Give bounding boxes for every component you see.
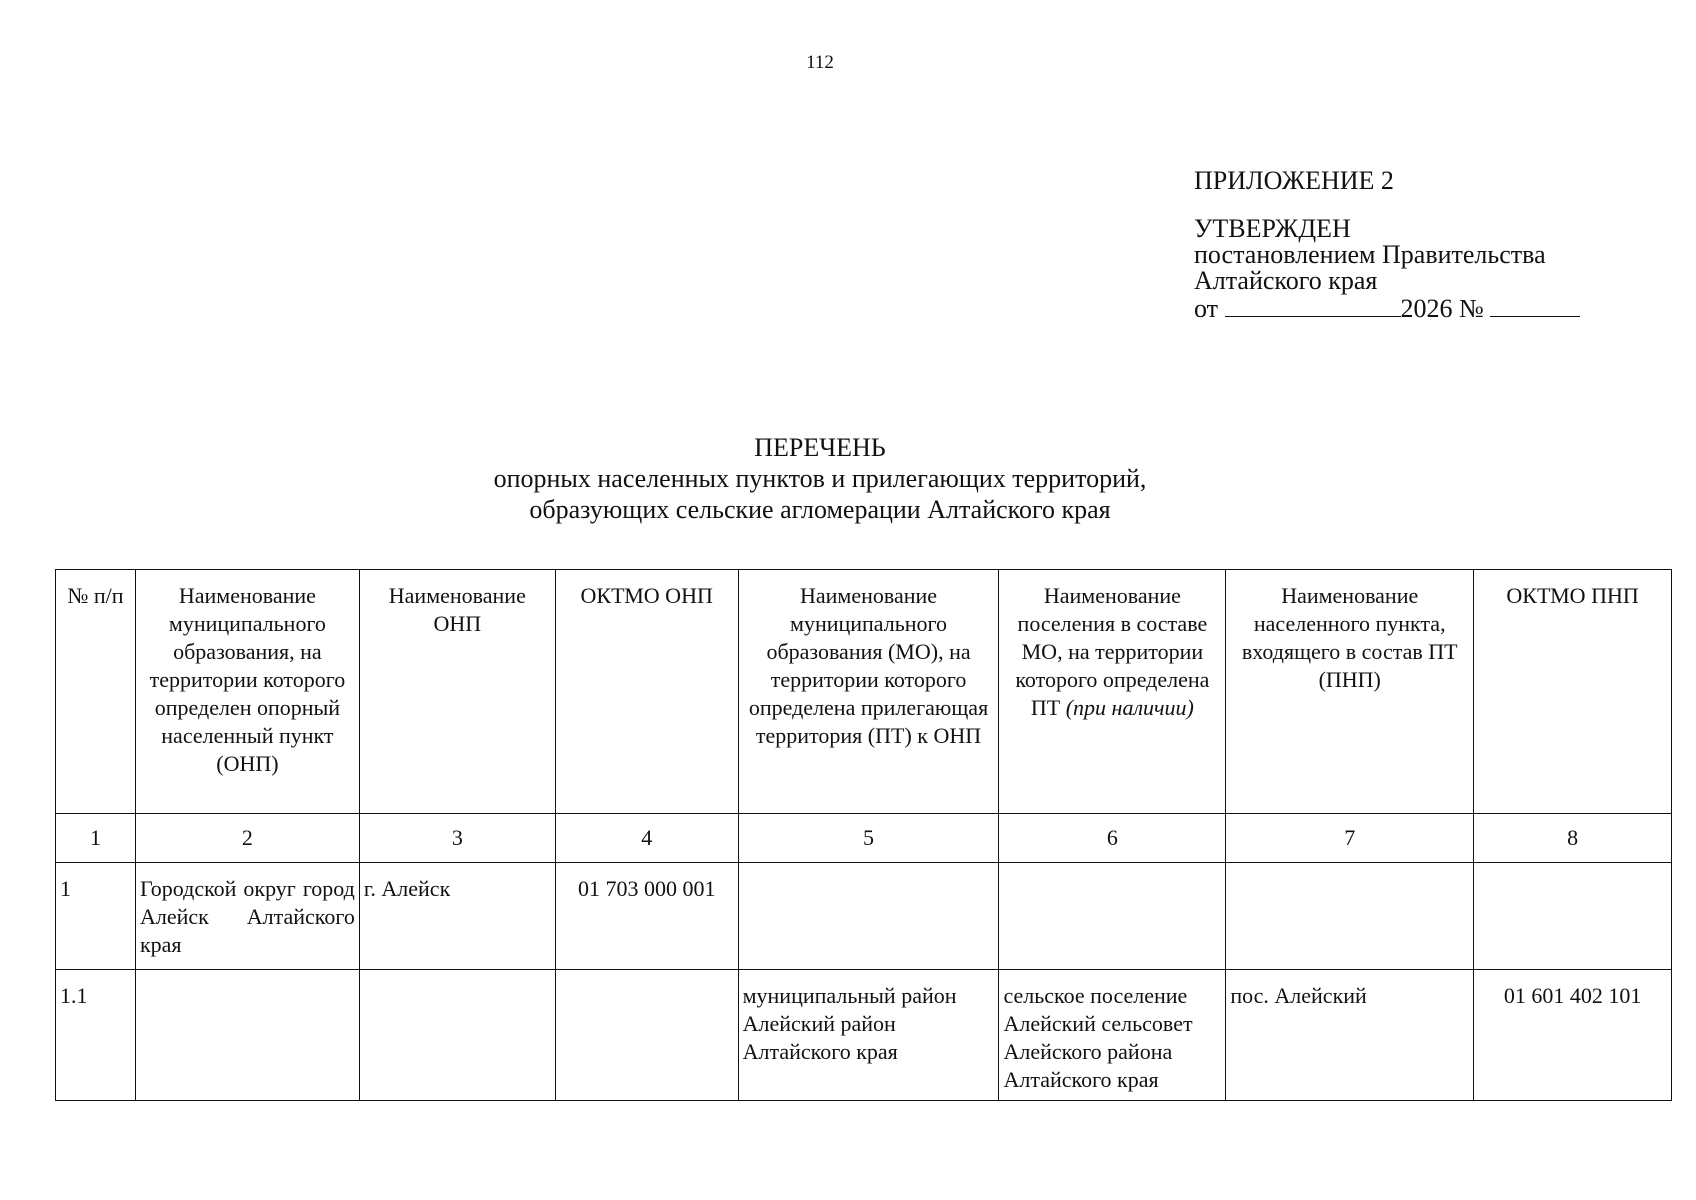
approved-by-line-2: Алтайского края <box>1194 266 1378 295</box>
date-prefix: от <box>1194 294 1219 323</box>
cell-mo-onp: Городской округ город Алейск Алтайского края <box>135 863 359 970</box>
column-number-row <box>56 814 1672 863</box>
appendix-label: ПРИЛОЖЕНИЕ 2 <box>1194 166 1394 195</box>
cell-mo-pt <box>738 863 999 970</box>
cell-onp: г. Алейск <box>359 863 555 970</box>
column-number: 5 <box>738 814 999 863</box>
header-pnp: Наименование населенного пункта, входящего в состав ПТ (ПНП) <box>1226 570 1474 814</box>
cell-onp <box>359 970 555 1101</box>
cell-pnp: пос. Алейский <box>1226 970 1474 1101</box>
heading-line-2: образующих сельские агломерации Алтайского края <box>529 495 1111 524</box>
heading-title: ПЕРЕЧЕНЬ <box>754 433 886 462</box>
column-number: 2 <box>135 814 359 863</box>
heading-line-1: опорных населенных пунктов и прилегающих территорий, <box>493 464 1147 493</box>
page-number: 112 <box>806 52 834 73</box>
table-row <box>56 970 1672 1101</box>
column-number: 4 <box>555 814 738 863</box>
header-settlement <box>999 570 1226 814</box>
approved-by-line-1: постановлением Правительства <box>1194 240 1546 269</box>
agglomeration-table <box>55 569 1672 1101</box>
cell-oktmo-onp: 01 703 000 001 <box>555 863 738 970</box>
cell-pnp <box>1226 863 1474 970</box>
header-mo-onp: Наименование муниципального образования, на территории которого определен опорный населенный пункт (ОНП) <box>135 570 359 814</box>
cell-no: 1.1 <box>56 970 136 1101</box>
number-blank <box>1490 294 1580 317</box>
header-settlement-note: (при наличии) <box>1065 695 1194 720</box>
year-number-label: 2026 № <box>1400 294 1484 323</box>
approval-block <box>1194 168 1580 322</box>
date-blank <box>1225 294 1401 317</box>
table-header-row <box>56 570 1672 814</box>
cell-oktmo-pnp <box>1474 863 1672 970</box>
approval-date-line <box>1194 294 1580 322</box>
header-oktmo-onp: ОКТМО ОНП <box>555 570 738 814</box>
cell-oktmo-onp <box>555 970 738 1101</box>
cell-no: 1 <box>56 863 136 970</box>
column-number: 8 <box>1474 814 1672 863</box>
cell-mo-pt: муниципальный район Алейский район Алтайского края <box>738 970 999 1101</box>
column-number: 1 <box>56 814 136 863</box>
column-number: 6 <box>999 814 1226 863</box>
header-oktmo-pnp: ОКТМО ПНП <box>1474 570 1672 814</box>
header-mo-pt: Наименование муниципального образования (МО), на территории которого определена прилегающая территория (ПТ) к ОНП <box>738 570 999 814</box>
header-onp: Наименование ОНП <box>359 570 555 814</box>
column-number: 3 <box>359 814 555 863</box>
cell-oktmo-pnp: 01 601 402 101 <box>1474 970 1672 1101</box>
cell-settlement <box>999 863 1226 970</box>
document-heading <box>0 432 1640 525</box>
cell-mo-onp <box>135 970 359 1101</box>
header-no: № п/п <box>56 570 136 814</box>
approved-label: УТВЕРЖДЕН <box>1194 214 1351 243</box>
table-row <box>56 863 1672 970</box>
cell-settlement: сельское поселение Алейский сельсовет Алейского района Алтайского края <box>999 970 1226 1101</box>
header-settlement-text: Наименование поселения в составе МО, на территории которого определена ПТ <box>1015 583 1210 720</box>
column-number: 7 <box>1226 814 1474 863</box>
